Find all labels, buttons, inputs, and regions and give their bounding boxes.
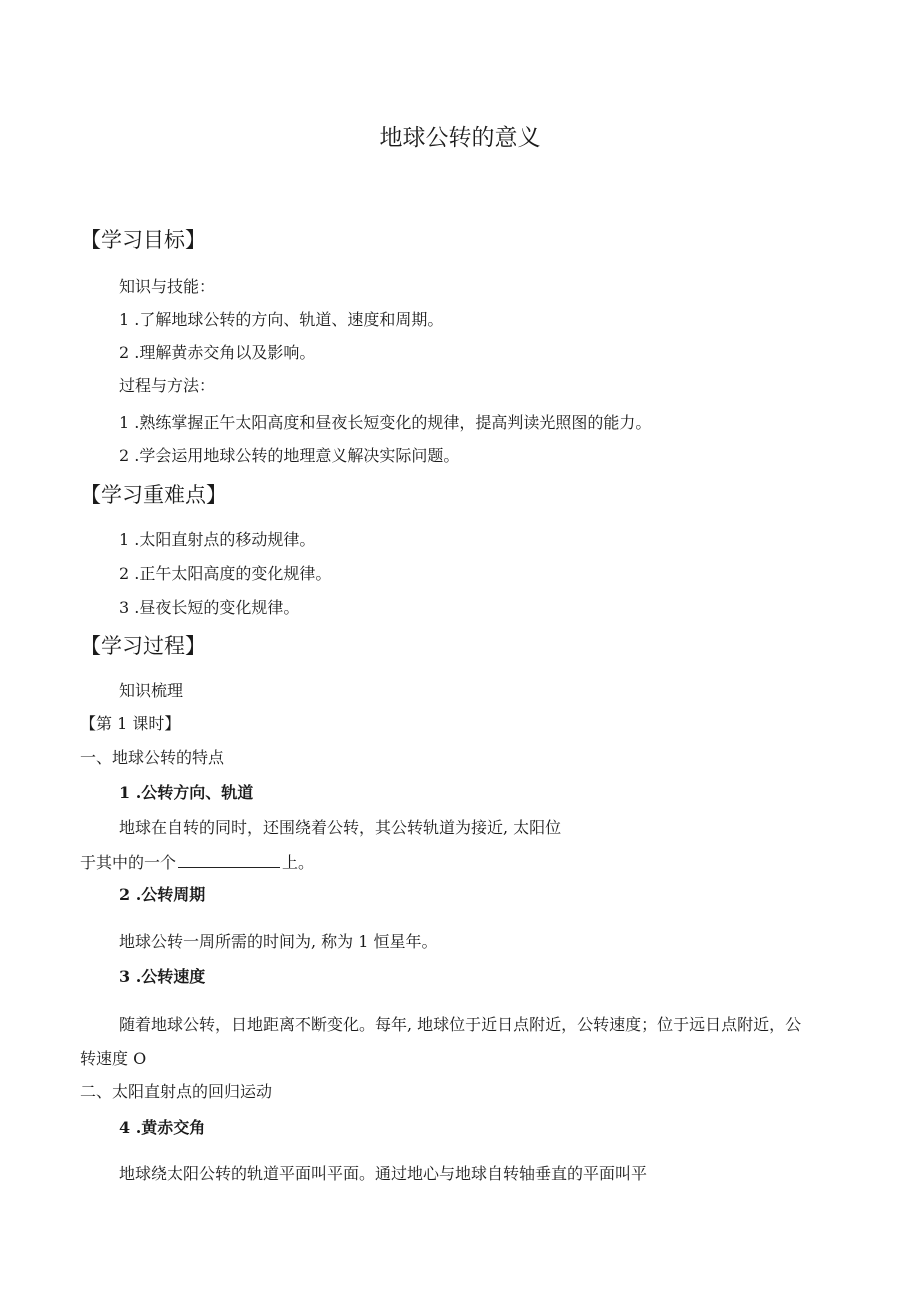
subsection-title [119, 1120, 205, 1136]
subsection-title [119, 785, 253, 801]
key-points-heading: 【学习重难点】 [80, 483, 227, 507]
fill-in-blank [178, 853, 280, 868]
subsection-title [119, 887, 205, 903]
paragraph-line: 地球公转一周所需的时间为, 称为 1 恒星年。 [119, 932, 438, 951]
objective-item: 2 .理解黄赤交角以及影响。 [119, 343, 316, 362]
fill-in-after: 上。 [282, 853, 315, 872]
fill-in-line [80, 853, 314, 871]
fill-in-before: 于其中的一个 [80, 853, 177, 872]
page-title: 地球公转的意义 [379, 125, 541, 151]
objective-item: 1 .熟练掌握正午太阳高度和昼夜长短变化的规律，提高判读光照图的能力。 [119, 413, 652, 432]
process-method-label: 过程与方法： [119, 376, 216, 395]
section-heading: 二、太阳直射点的回归运动 [80, 1082, 273, 1101]
subsection-title [119, 969, 205, 985]
paragraph-line: 地球绕太阳公转的轨道平面叫平面。通过地心与地球自转轴垂直的平面叫平 [119, 1164, 648, 1183]
paragraph-line: 随着地球公转，日地距离不断变化。每年, 地球位于近日点附近，公转速度；位于远日点附近，公 [119, 1015, 802, 1034]
subsection-title-text: 1 .公转方向、轨道 [119, 783, 254, 802]
key-point-item: 2 .正午太阳高度的变化规律。 [119, 564, 332, 583]
section-heading: 一、地球公转的特点 [80, 748, 225, 767]
knowledge-skills-label: 知识与技能： [119, 277, 216, 296]
objective-item: 1 .了解地球公转的方向、轨道、速度和周期。 [119, 310, 444, 329]
subsection-title-text: 3 .公转速度 [119, 967, 206, 986]
objectives-heading: 【学习目标】 [80, 228, 206, 252]
process-heading: 【学习过程】 [80, 634, 206, 658]
key-point-item: 1 .太阳直射点的移动规律。 [119, 530, 316, 549]
lesson-label: 【第 1 课时】 [80, 714, 181, 733]
knowledge-review-label: 知识梳理 [119, 681, 184, 700]
objective-item: 2 .学会运用地球公转的地理意义解决实际问题。 [119, 446, 460, 465]
subsection-title-text: 2 .公转周期 [119, 885, 206, 904]
subsection-title-text: 4 .黄赤交角 [119, 1118, 206, 1137]
paragraph-line: 转速度 O [80, 1049, 147, 1068]
paragraph-line: 地球在自转的同时，还围绕着公转，其公转轨道为接近, 太阳位 [119, 818, 562, 837]
key-point-item: 3 .昼夜长短的变化规律。 [119, 598, 300, 617]
